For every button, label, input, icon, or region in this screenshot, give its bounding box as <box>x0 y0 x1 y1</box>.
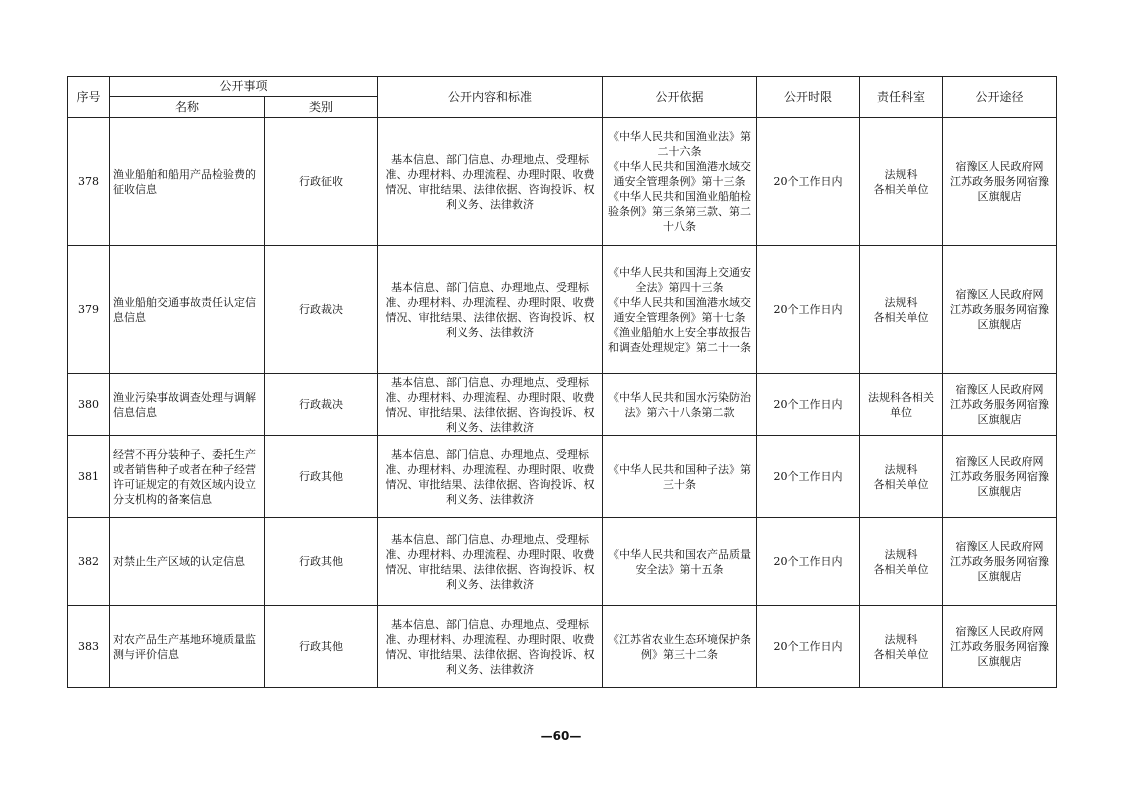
row-content: 基本信息、部门信息、办理地点、受理标准、办理材料、办理流程、办理时限、收费情况、审批结果、法律依据、咨询投诉、权利义务、法律救济 <box>378 518 603 606</box>
row-seq: 382 <box>68 518 110 606</box>
row-time-limit: 20个工作日内 <box>757 436 860 518</box>
table-row <box>68 374 1057 436</box>
row-department: 法规科 各相关单位 <box>860 436 943 518</box>
row-content: 基本信息、部门信息、办理地点、受理标准、办理材料、办理流程、办理时限、收费情况、审批结果、法律依据、咨询投诉、权利义务、法律救济 <box>378 118 603 246</box>
row-department: 法规科 各相关单位 <box>860 246 943 374</box>
row-channel: 宿豫区人民政府网 江苏政务服务网宿豫区旗舰店 <box>943 518 1057 606</box>
table-row <box>68 436 1057 518</box>
row-name: 经营不再分装种子、委托生产或者销售种子或者在种子经营许可证规定的有效区域内设立分支机构的备案信息 <box>110 436 265 518</box>
row-basis: 《江苏省农业生态环境保护条例》第三十二条 <box>603 606 757 688</box>
row-category: 行政其他 <box>265 518 378 606</box>
row-time-limit: 20个工作日内 <box>757 606 860 688</box>
row-department: 法规科 各相关单位 <box>860 606 943 688</box>
row-channel: 宿豫区人民政府网 江苏政务服务网宿豫区旗舰店 <box>943 606 1057 688</box>
row-seq: 383 <box>68 606 110 688</box>
row-basis: 《中华人民共和国农产品质量安全法》第十五条 <box>603 518 757 606</box>
row-channel: 宿豫区人民政府网 江苏政务服务网宿豫区旗舰店 <box>943 374 1057 436</box>
row-category: 行政裁决 <box>265 374 378 436</box>
row-content: 基本信息、部门信息、办理地点、受理标准、办理材料、办理流程、办理时限、收费情况、审批结果、法律依据、咨询投诉、权利义务、法律救济 <box>378 436 603 518</box>
header-name: 名称 <box>110 97 265 118</box>
header-content: 公开内容和标准 <box>378 77 603 118</box>
table-row <box>68 606 1057 688</box>
row-basis: 《中华人民共和国种子法》第三十条 <box>603 436 757 518</box>
table-row <box>68 518 1057 606</box>
header-basis: 公开依据 <box>603 77 757 118</box>
row-category: 行政征收 <box>265 118 378 246</box>
table-row <box>68 118 1057 246</box>
row-seq: 380 <box>68 374 110 436</box>
row-seq: 379 <box>68 246 110 374</box>
row-name: 对禁止生产区域的认定信息 <box>110 518 265 606</box>
table-header <box>68 77 1057 118</box>
row-basis: 《中华人民共和国水污染防治法》第六十八条第二款 <box>603 374 757 436</box>
row-department: 法规科 各相关单位 <box>860 518 943 606</box>
row-department: 法规科各相关单位 <box>860 374 943 436</box>
row-name: 渔业污染事故调查处理与调解信息信息 <box>110 374 265 436</box>
row-time-limit: 20个工作日内 <box>757 118 860 246</box>
row-seq: 378 <box>68 118 110 246</box>
row-seq: 381 <box>68 436 110 518</box>
header-item-group: 公开事项 <box>110 77 378 97</box>
page-number: —60— <box>540 729 582 743</box>
row-department: 法规科 各相关单位 <box>860 118 943 246</box>
row-content: 基本信息、部门信息、办理地点、受理标准、办理材料、办理流程、办理时限、收费情况、审批结果、法律依据、咨询投诉、权利义务、法律救济 <box>378 374 603 436</box>
row-category: 行政其他 <box>265 606 378 688</box>
table-body <box>68 118 1057 688</box>
row-basis: 《中华人民共和国渔业法》第二十六条 《中华人民共和国渔港水域交通安全管理条例》第十三条 《中华人民共和国渔业船舶检验条例》第三条第三款、第二十八条 <box>603 118 757 246</box>
disclosure-table <box>67 76 1057 688</box>
row-content: 基本信息、部门信息、办理地点、受理标准、办理材料、办理流程、办理时限、收费情况、审批结果、法律依据、咨询投诉、权利义务、法律救济 <box>378 246 603 374</box>
row-content: 基本信息、部门信息、办理地点、受理标准、办理材料、办理流程、办理时限、收费情况、审批结果、法律依据、咨询投诉、权利义务、法律救济 <box>378 606 603 688</box>
row-name: 渔业船舶交通事故责任认定信息信息 <box>110 246 265 374</box>
row-channel: 宿豫区人民政府网 江苏政务服务网宿豫区旗舰店 <box>943 246 1057 374</box>
row-category: 行政其他 <box>265 436 378 518</box>
row-channel: 宿豫区人民政府网 江苏政务服务网宿豫区旗舰店 <box>943 436 1057 518</box>
row-time-limit: 20个工作日内 <box>757 246 860 374</box>
header-time-limit: 公开时限 <box>757 77 860 118</box>
table-row <box>68 246 1057 374</box>
row-basis: 《中华人民共和国海上交通安全法》第四十三条 《中华人民共和国渔港水域交通安全管理条例》第十七条 《渔业船舶水上安全事故报告和调查处理规定》第二十一条 <box>603 246 757 374</box>
header-category: 类别 <box>265 97 378 118</box>
row-name: 渔业船舶和船用产品检验费的征收信息 <box>110 118 265 246</box>
row-name: 对农产品生产基地环境质量监测与评价信息 <box>110 606 265 688</box>
row-time-limit: 20个工作日内 <box>757 518 860 606</box>
row-channel: 宿豫区人民政府网 江苏政务服务网宿豫区旗舰店 <box>943 118 1057 246</box>
header-seq: 序号 <box>68 77 110 118</box>
header-channel: 公开途径 <box>943 77 1057 118</box>
row-category: 行政裁决 <box>265 246 378 374</box>
header-department: 责任科室 <box>860 77 943 118</box>
row-time-limit: 20个工作日内 <box>757 374 860 436</box>
